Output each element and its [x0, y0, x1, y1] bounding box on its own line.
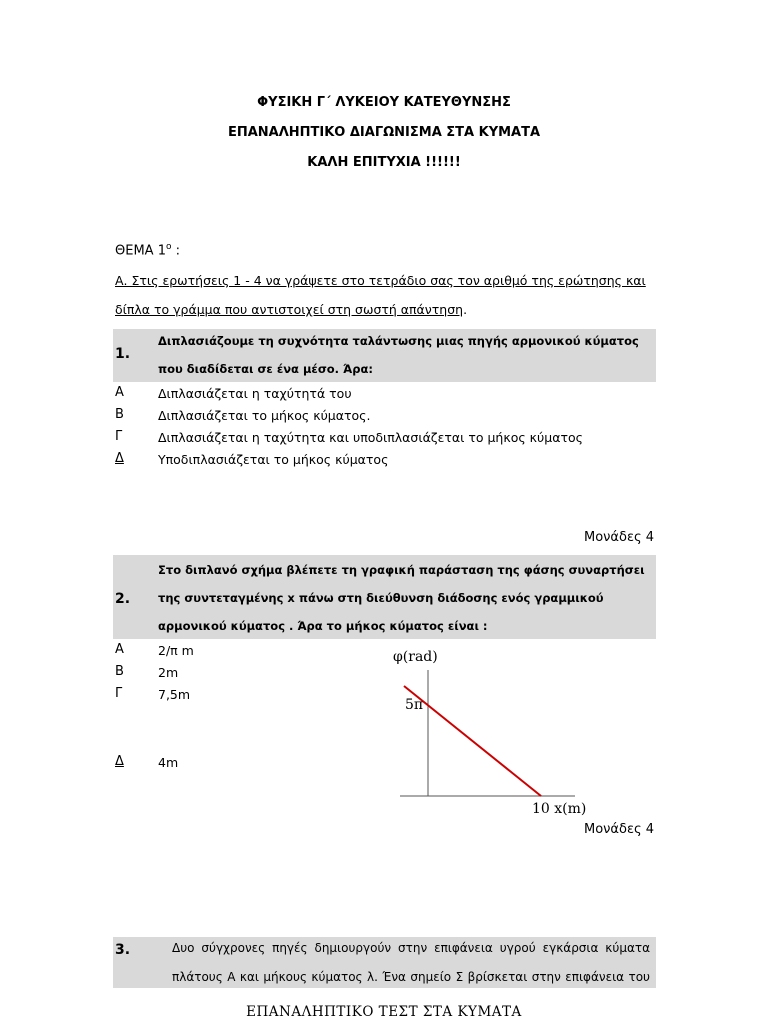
question-3-text — [172, 934, 650, 992]
q2-points: Μονάδες 4 — [583, 822, 654, 837]
question-3-number: 3. — [115, 942, 131, 958]
section-heading-colon: : — [171, 243, 180, 259]
question-2-box — [113, 555, 656, 639]
graph-y-label: φ(rad) — [393, 649, 438, 665]
q2-option-b-text: 2m — [158, 665, 179, 680]
q2-option-b-letter: Β — [115, 664, 124, 679]
q1-points: Μονάδες 4 — [583, 530, 654, 545]
q1-option-c-text: Διπλασιάζεται η ταχύτητα και υποδιπλασιάζεται το μήκος κύματος — [158, 430, 583, 445]
instructions-line-1: Α. Στις ερωτήσεις 1 - 4 να γράψετε στο τετράδιο σας τον αριθμό της ερώτησης και — [115, 273, 646, 288]
page-footer: ΕΠΑΝΑΛΗΠΤΙΚΟ ΤΕΣΤ ΣΤΑ ΚΥΜΑΤΑ — [246, 1004, 522, 1020]
instructions-line-2 — [115, 302, 467, 317]
q2-option-d-text: 4m — [158, 755, 179, 770]
q1-option-a-text: Διπλασιάζεται η ταχύτητά του — [158, 386, 352, 401]
question-3-text-line-1: Δυο σύγχρονες πηγές δημιουργούν στην επιφάνεια υγρού εγκάρσια κύματα — [172, 941, 650, 955]
section-heading-sup: ο — [165, 242, 172, 252]
title-line-1: ΦΥΣΙΚΗ Γ΄ ΛΥΚΕΙΟΥ ΚΑΤΕΥΘΥΝΣΗΣ — [257, 95, 511, 110]
question-3-text-line-2: πλάτους Α και μήκους κύματος λ. Ένα σημείο Σ βρίσκεται στην επιφάνεια του — [172, 970, 650, 984]
instructions-line-2-period: . — [463, 302, 468, 317]
graph-y-tick: 5π — [405, 697, 424, 713]
q1-option-d-text: Υποδιπλασιάζεται το μήκος κύματος — [158, 452, 389, 467]
question-2-text-line-1: Στο διπλανό σχήμα βλέπετε τη γραφική παράσταση της φάσης συναρτήσει — [158, 563, 645, 577]
q1-option-a-letter: Α — [115, 385, 124, 400]
question-2-number: 2. — [115, 591, 131, 607]
graph-phase-line — [404, 686, 541, 796]
question-1-text — [158, 327, 639, 383]
q2-option-c-text: 7,5m — [158, 687, 191, 702]
phase-graph — [360, 640, 600, 825]
q1-option-c-letter: Γ — [115, 429, 123, 444]
question-2-text-line-3: αρμονικού κύματος . Άρα το μήκος κύματος είναι : — [158, 619, 488, 633]
question-1-box — [113, 329, 656, 382]
question-1-text-line-1: Διπλασιάζουμε τη συχνότητα ταλάντωσης μιας πηγής αρμονικού κύματος — [158, 334, 639, 348]
section-heading — [115, 242, 180, 258]
q1-option-b-letter: Β — [115, 407, 124, 422]
question-1-text-line-2: που διαδίδεται σε ένα μέσο. Άρα: — [158, 362, 373, 376]
q2-option-a-letter: Α — [115, 642, 124, 657]
q1-option-b-text: Διπλασιάζεται το μήκος κύματος. — [158, 408, 371, 423]
instructions-line-2-text: δίπλα το γράμμα που αντιστοιχεί στη σωστή απάντηση — [115, 302, 464, 317]
question-2-text — [158, 556, 645, 640]
title-line-2: ΕΠΑΝΑΛΗΠΤΙΚΟ ΔΙΑΓΩΝΙΣΜΑ ΣΤΑ ΚΥΜΑΤΑ — [227, 125, 541, 140]
graph-x-label: 10 x(m) — [532, 801, 587, 817]
q2-option-d-letter: Δ — [115, 754, 124, 769]
section-heading-text: ΘΕΜΑ 1 — [115, 243, 166, 259]
q1-option-d-letter: Δ — [115, 451, 124, 466]
q2-option-a-text: 2/π m — [158, 643, 194, 658]
question-2-text-line-2: της συντεταγμένης x πάνω στη διεύθυνση διάδοσης ενός γραμμικού — [158, 591, 604, 605]
question-1-number: 1. — [115, 346, 131, 362]
title-line-3: ΚΑΛΗ ΕΠΙΤΥΧΙΑ !!!!!! — [307, 155, 461, 170]
q2-option-c-letter: Γ — [115, 686, 123, 701]
